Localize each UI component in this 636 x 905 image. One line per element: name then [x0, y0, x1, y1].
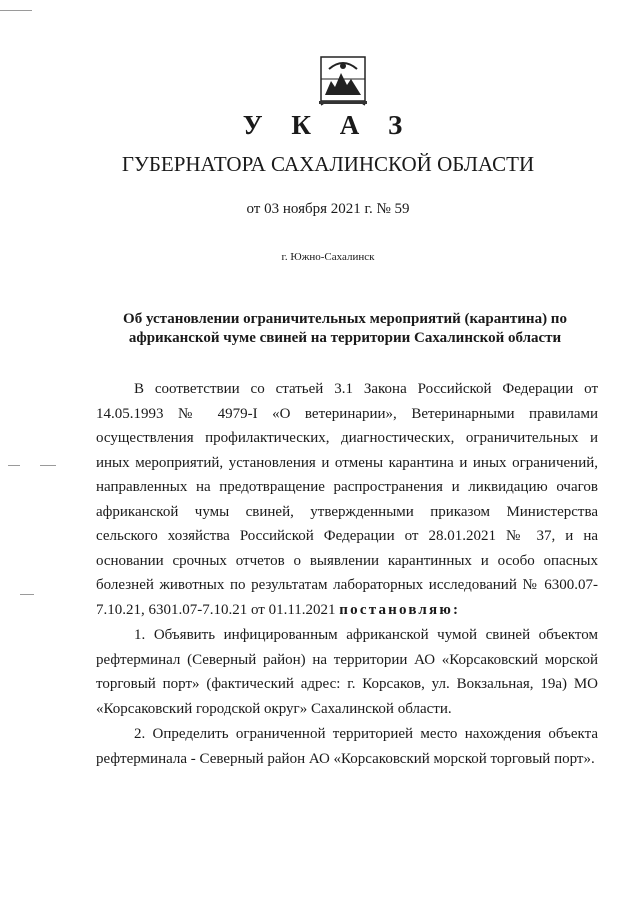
sakhalin-coat-of-arms-icon [315, 55, 371, 107]
scan-mark-left-3 [20, 594, 34, 595]
document-title: Об установлении ограничительных мероприятий (карантина) по африканской чуме свиней на территории Сахалинской области [123, 311, 567, 346]
scan-mark-left-1 [8, 465, 20, 466]
preamble-paragraph [96, 377, 598, 622]
decree-heading: У К А З [242, 110, 414, 140]
city-line: г. Южно-Сахалинск [281, 251, 375, 263]
scan-mark-left-2 [40, 465, 56, 466]
item-1-paragraph: 1. Объявить инфицированным африканской чумой свиней объектом рефтерминал (Северный район) на территории АО «Корсаковский морской торговый порт» (фактический адрес: г. Корсаков, ул. Вокзальная, 19а) МО «Корсаковский городской округ» Сахалинской области. [96, 627, 598, 717]
preamble-text: В соответствии со статьей 3.1 Закона Российской Федерации от 14.05.1993 № 4979-I «О ветеринарии», Ветеринарными правилами осуществления профилактических, диагностических, ограничительных и иных мероприятий, установления и отмены карантина и иных ограничений, направленных на предотвращение распространения и ликвидацию очагов африканской чумы свиней, утвержденными приказом Министерства сельского хозяйства Российской Федерации от 28.01.2021 № 37, и на основании срочных отчетов о выявлении карантинных и особо опасных болезней животных по результатам лабораторных исследований № 6300.07-7.10.21, 6301.07-7.10.21 от 01.11.2021 [96, 381, 598, 618]
governor-title: ГУБЕРНАТОРА САХАЛИНСКОЙ ОБЛАСТИ [121, 152, 535, 176]
decree-date-number: от 03 ноября 2021 г. № 59 [246, 201, 410, 217]
decree-word: постановляю: [339, 601, 461, 618]
item-2-paragraph: 2. Определить ограниченной территорией место нахождения объекта рефтерминала - Северный район АО «Корсаковский морской торговый порт». [96, 726, 598, 767]
document-body [96, 377, 598, 771]
scan-mark-top-left [0, 10, 32, 11]
